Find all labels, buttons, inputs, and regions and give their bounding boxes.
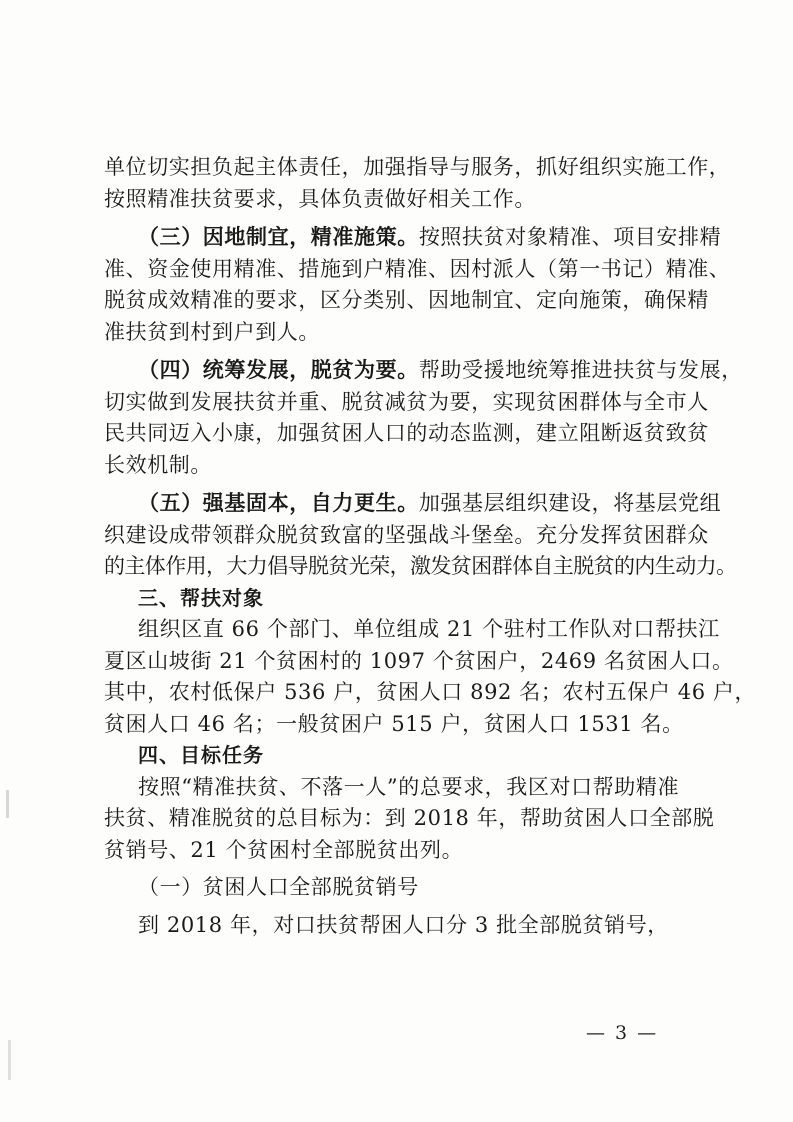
paragraph-lead: （五）强基固本，自力更生。 bbox=[138, 490, 419, 515]
paragraph-continuation bbox=[104, 152, 731, 215]
paragraph-assistance-targets bbox=[104, 614, 757, 740]
text-line: 单位切实担负起主体责任，加强指导与服务，抓好组织实施工作， bbox=[104, 155, 731, 179]
text-line: 的主体作用，大力倡导脱贫光荣，激发贫困群体自主脱贫的内生动力。 bbox=[104, 554, 737, 578]
text-line: 按照精准扶贫要求，具体负责做好相关工作。 bbox=[104, 186, 536, 211]
text-line: 准、资金使用精准、措施到户精准、因村派人（第一书记）精准、 bbox=[104, 256, 731, 281]
section-heading: 四、目标任务 bbox=[138, 743, 264, 767]
text-span: 加强基层组织建设，将基层党组 bbox=[418, 491, 722, 515]
subsection-heading: （一）贫困人口全部脱贫销号 bbox=[138, 875, 419, 899]
text-line bbox=[104, 354, 743, 387]
paragraph-precise-policy bbox=[104, 221, 731, 348]
text-span: 帮助受援地统筹推进扶贫与发展， bbox=[418, 358, 743, 382]
text-line bbox=[104, 221, 722, 254]
paragraph-goals bbox=[104, 772, 715, 867]
text-line: 准扶贫到村到户到人。 bbox=[104, 319, 320, 344]
text-line: 按照“精准扶贫、不落一人”的总要求，我区对口帮助精准 bbox=[138, 774, 680, 799]
scan-edge-mark bbox=[6, 790, 9, 818]
text-line: 切实做到发展扶贫并重、脱贫减贫为要，实现贫困群体与全市人 bbox=[104, 389, 709, 414]
paragraph-lead: （四）统筹发展，脱贫为要。 bbox=[138, 357, 419, 382]
text-line: 其中，农村低保户 536 户，贫困人口 892 名；农村五保户 46 户， bbox=[104, 680, 757, 704]
text-line: 长效机制。 bbox=[104, 452, 212, 477]
paragraph-self-reliance bbox=[104, 487, 737, 583]
text-line: 民共同迈入小康，加强贫困人口的动态监测，建立阻断返贫致贫 bbox=[104, 421, 709, 445]
text-span: 按照扶贫对象精准、项目安排精 bbox=[418, 225, 722, 249]
text-line: 脱贫成效精准的要求，区分类别、因地制宜、定向施策，确保精 bbox=[104, 288, 709, 312]
text-line: 到 2018 年，对口扶贫帮困人口分 3 批全部脱贫销号， bbox=[138, 912, 669, 937]
text-line: 组织区直 66 个部门、单位组成 21 个驻村工作队对口帮扶江 bbox=[138, 617, 720, 641]
text-line bbox=[104, 487, 722, 520]
text-line: 扶贫、精准脱贫的总目标为：到 2018 年，帮助贫困人口全部脱 bbox=[104, 806, 715, 830]
text-line: 贫困人口 46 名；一般贫困户 515 户，贫困人口 1531 名。 bbox=[104, 711, 684, 736]
paragraph-coordinated-development bbox=[104, 354, 743, 481]
section-heading: 三、帮扶对象 bbox=[138, 585, 264, 610]
text-line: 夏区山坡街 21 个贫困村的 1097 个贫困户，2469 名贫困人口。 bbox=[104, 648, 734, 673]
text-line: 织建设成带领群众脱贫致富的坚强战斗堡垒。充分发挥贫困群众 bbox=[104, 522, 709, 547]
page-number: — 3 — bbox=[586, 1022, 659, 1044]
text-line: 贫销号、21 个贫困村全部脱贫出列。 bbox=[104, 837, 464, 862]
paragraph-lead: （三）因地制宜，精准施策。 bbox=[138, 224, 419, 249]
document-body bbox=[104, 152, 757, 941]
scan-edge-mark bbox=[8, 1040, 11, 1080]
